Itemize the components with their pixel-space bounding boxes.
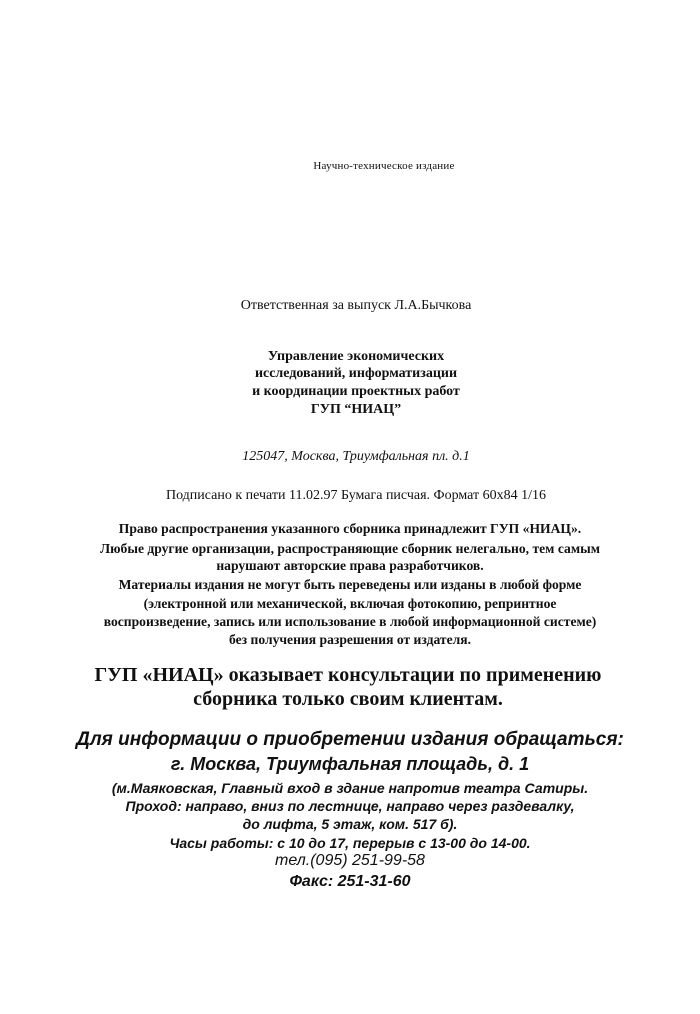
- consultation-line: сборника только своим клиентам.: [193, 688, 503, 710]
- contact-address: г. Москва, Триумфальная площадь, д. 1: [170, 754, 530, 774]
- department-line: ГУП “НИАЦ”: [310, 402, 402, 417]
- rights-notice-line: Материалы издания не могут быть переведены или изданы в любой форме: [118, 577, 582, 592]
- directions-line: до лифта, 5 этаж, ком. 517 б).: [242, 816, 458, 832]
- rights-notice-line: воспроизведение, запись или использование в любой информационной системе): [103, 614, 597, 629]
- consultation-line: ГУП «НИАЦ» оказывает консультации по применению: [94, 664, 602, 686]
- department-line: Управление экономических: [267, 349, 445, 364]
- department-line: исследований, информатизации: [254, 366, 458, 381]
- publisher-address: 125047, Москва, Триумфальная пл. д.1: [242, 449, 470, 464]
- edition-type: Научно-техническое издание: [313, 160, 455, 172]
- phone-number: тел.(095) 251-99-58: [275, 852, 425, 869]
- rights-notice-line: Право распространения указанного сборника принадлежит ГУП «НИАЦ».: [118, 521, 582, 536]
- directions-line: (м.Маяковская, Главный вход в здание напротив театра Сатиры.: [111, 780, 589, 796]
- rights-notice-line: Любые другие организации, распространяющие сборник нелегально, тем самым: [100, 541, 600, 556]
- working-hours: Часы работы: с 10 до 17, перерыв с 13-00 до 14-00.: [169, 835, 531, 851]
- rights-notice-line: без получения разрешения от издателя.: [229, 632, 471, 647]
- directions-line: Проход: направо, вниз по лестнице, направо через раздевалку,: [125, 798, 575, 814]
- print-details: Подписано к печати 11.02.97 Бумага писчая. Формат 60x84 1/16: [165, 488, 547, 503]
- fax-number: Факс: 251-31-60: [289, 873, 411, 890]
- responsible-editor: Ответственная за выпуск Л.А.Бычкова: [240, 298, 472, 313]
- rights-notice-line: нарушают авторские права разработчиков.: [216, 558, 484, 573]
- contact-title: Для информации о приобретении издания обращаться:: [76, 729, 624, 750]
- rights-notice-line: (электронной или механической, включая фотокопию, репринтное: [143, 596, 557, 611]
- department-line: и координации проектных работ: [252, 384, 460, 399]
